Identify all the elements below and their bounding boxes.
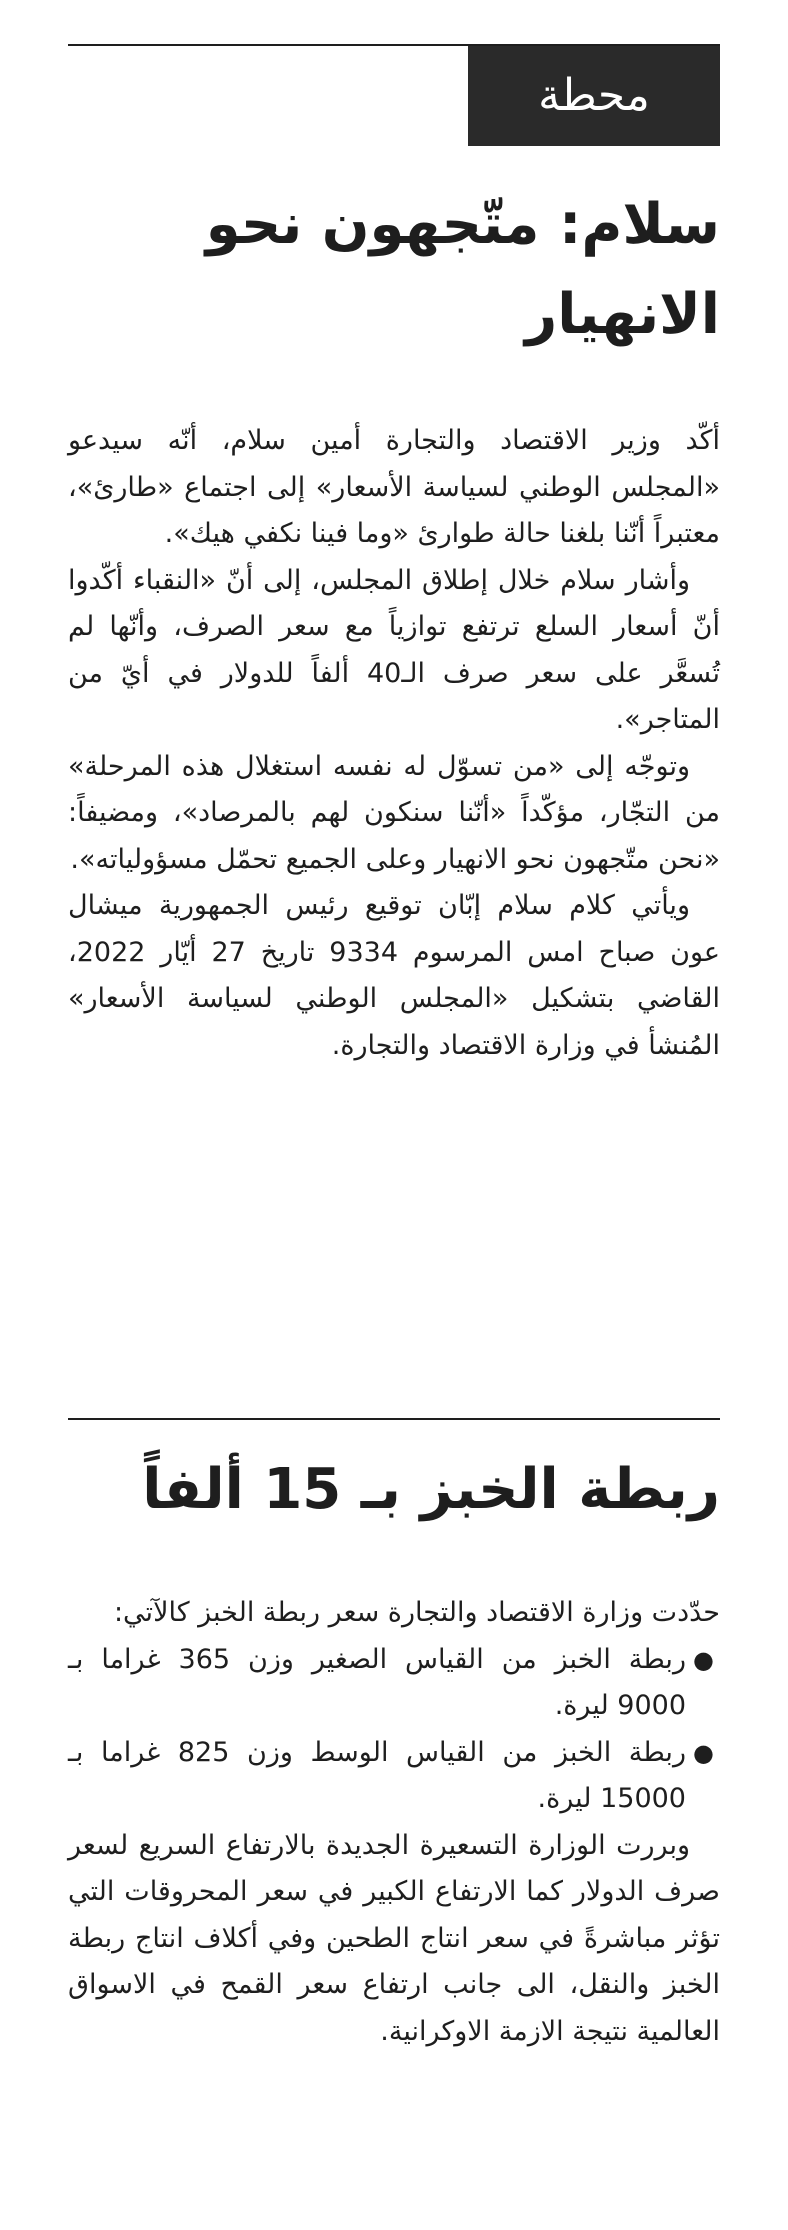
article-1-paragraph: أكّد وزير الاقتصاد والتجارة أمين سلام، أنّه سيدعو «المجلس الوطني لسياسة الأسعار» إلى اجتماع «طارئ»، معتبراً أنّنا بلغنا حالة طوارئ «وما فينا نكفي هيك». bbox=[68, 425, 720, 549]
list-item-text: ربطة الخبز من القياس الصغير وزن 365 غراما بـ 9000 ليرة. bbox=[68, 1643, 686, 1721]
bullet-icon: ● bbox=[693, 1645, 714, 1674]
section-divider bbox=[68, 1418, 720, 1420]
article-1-headline: سلام: متّجهون نحو الانهيار bbox=[205, 192, 720, 347]
article-1-paragraph: وتوجّه إلى «من تسوّل له نفسه استغلال هذه المرحلة» من التجّار، مؤكّداً «أنّنا سنكون لهم بالمرصاد»، ومضيفاً: «نحن متّجهون نحو الانهيار وعلى الجميع تحمّل مسؤولياته». bbox=[68, 750, 720, 875]
section-tag: محطة bbox=[468, 46, 720, 146]
article-2-closing: وبررت الوزارة التسعيرة الجديدة بالارتفاع السريع لسعر صرف الدولار كما الارتفاع الكبير في سعر المحروقات التي تؤثر مباشرةً في سعر انتاج الطحين وفي أكلاف انتاج ربطة الخبز والنقل، الى جانب ارتفاع سعر القمح في الاسواق العالمية نتيجة الازمة الاوكرانية. bbox=[68, 1829, 720, 2047]
list-item bbox=[68, 1637, 720, 1730]
bullet-icon: ● bbox=[693, 1738, 714, 1767]
list-item-text: ربطة الخبز من القياس الوسط وزن 825 غراما بـ 15000 ليرة. bbox=[68, 1736, 686, 1814]
list-item bbox=[68, 1730, 720, 1823]
article-2-headline: ربطة الخبز بـ 15 ألفاً bbox=[142, 1457, 720, 1522]
article-1-body bbox=[68, 418, 720, 1069]
newspaper-column bbox=[68, 0, 720, 2230]
article-2-body bbox=[68, 1590, 720, 2055]
price-list bbox=[68, 1637, 720, 1823]
article-2-intro: حدّدت وزارة الاقتصاد والتجارة سعر ربطة الخبز كالآتي: bbox=[113, 1597, 720, 1628]
article-1-paragraph: وأشار سلام خلال إطلاق المجلس، إلى أنّ «النقباء أكّدوا أنّ أسعار السلع ترتفع توازياً مع سعر الصرف، وأنّها لم تُسعَّر على سعر صرف الـ40 ألفاً للدولار في أيّ من المتاجر». bbox=[68, 564, 721, 735]
article-1-paragraph: ويأتي كلام سلام إبّان توقيع رئيس الجمهورية ميشال عون صباح امس المرسوم 9334 تاريخ 27 أيّار 2022، القاضي بتشكيل «المجلس الوطني لسياسة الأسعار» المُنشأ في وزارة الاقتصاد والتجارة. bbox=[68, 890, 721, 1061]
